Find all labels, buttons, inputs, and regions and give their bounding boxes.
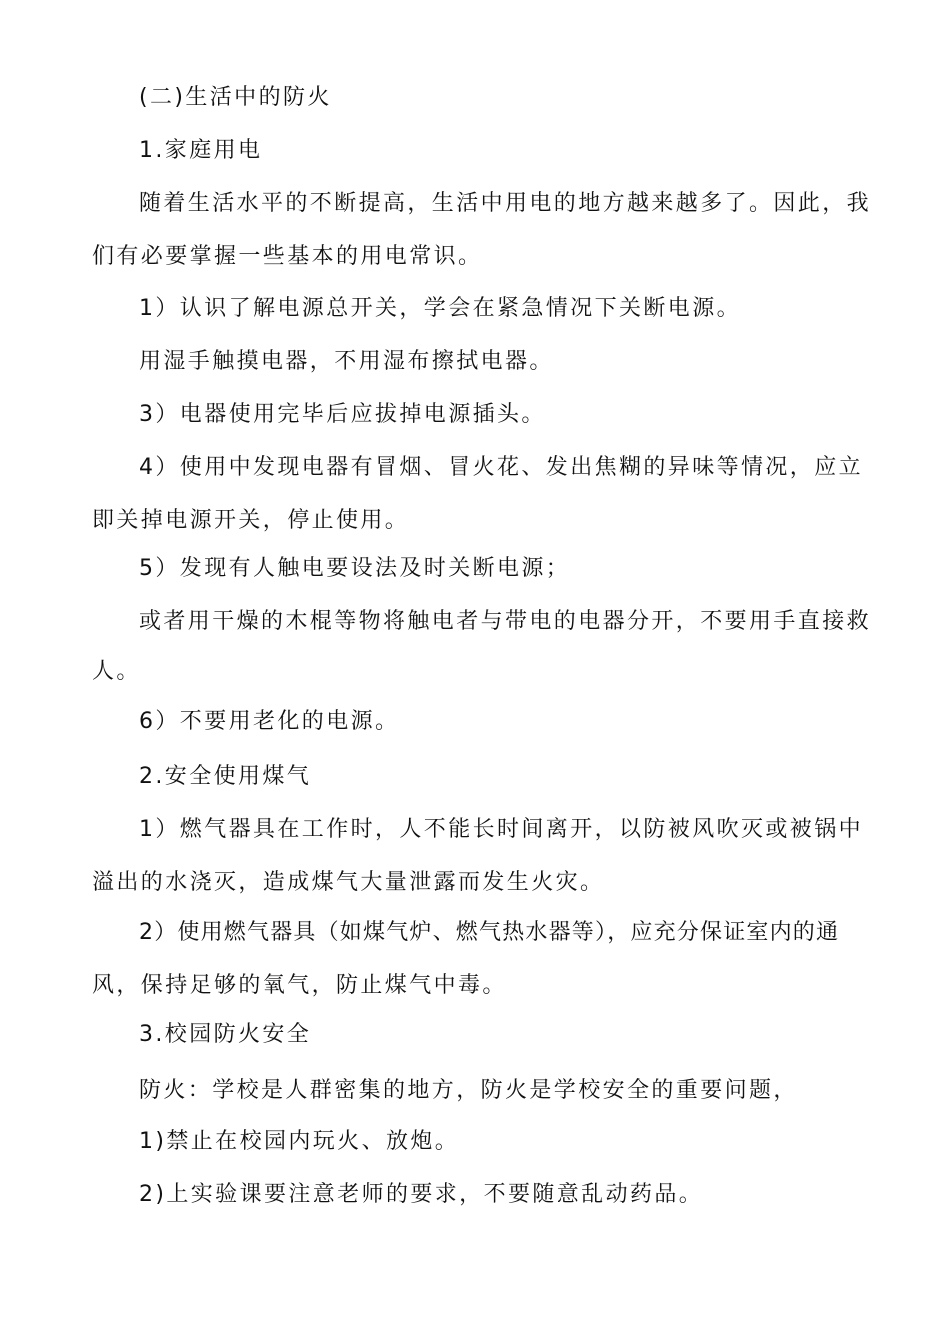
section-heading: (二)生活中的防火 [139,85,332,110]
list-item: 2)上实验课要注意老师的要求，不要随意乱动药品。 [139,1182,704,1207]
list-item: 1)禁止在校园内玩火、放炮。 [139,1129,460,1154]
subsection-heading: 2.安全使用煤气 [139,764,312,789]
subsection-heading: 1.家庭用电 [139,138,263,163]
paragraph-line: 溢出的水浇灭，造成煤气大量泄露而发生火灾。 [92,870,605,895]
list-item: 5）发现有人触电要设法及时关断电源； [139,556,571,581]
list-item: 3）电器使用完毕后应拔掉电源插头。 [139,402,546,427]
list-item: 1）认识了解电源总开关，学会在紧急情况下关断电源。 [139,296,741,321]
paragraph-line: 或者用干燥的木棍等物将触电者与带电的电器分开，不要用手直接救 [139,609,872,634]
list-item: 用湿手触摸电器，不用湿布擦拭电器。 [139,349,554,374]
paragraph-line: 们有必要掌握一些基本的用电常识。 [92,244,483,269]
paragraph-line: 防火：学校是人群密集的地方，防火是学校安全的重要问题， [139,1078,798,1103]
subsection-heading: 3.校园防火安全 [139,1022,312,1047]
list-item: 1）燃气器具在工作时，人不能长时间离开，以防被风吹灭或被锅中 [139,817,863,842]
paragraph-line: 风，保持足够的氧气，防止煤气中毒。 [92,973,507,998]
list-item: 6）不要用老化的电源。 [139,709,400,734]
list-item: 4）使用中发现电器有冒烟、冒火花、发出焦糊的异味等情况，应立 [139,455,863,480]
paragraph-line: 即关掉电源开关，停止使用。 [92,508,410,533]
list-item: 2）使用燃气器具（如煤气炉、燃气热水器等），应充分保证室内的通 [139,920,840,945]
paragraph-line: 人。 [92,659,141,684]
paragraph-line: 随着生活水平的不断提高，生活中用电的地方越来越多了。因此，我 [139,191,872,216]
